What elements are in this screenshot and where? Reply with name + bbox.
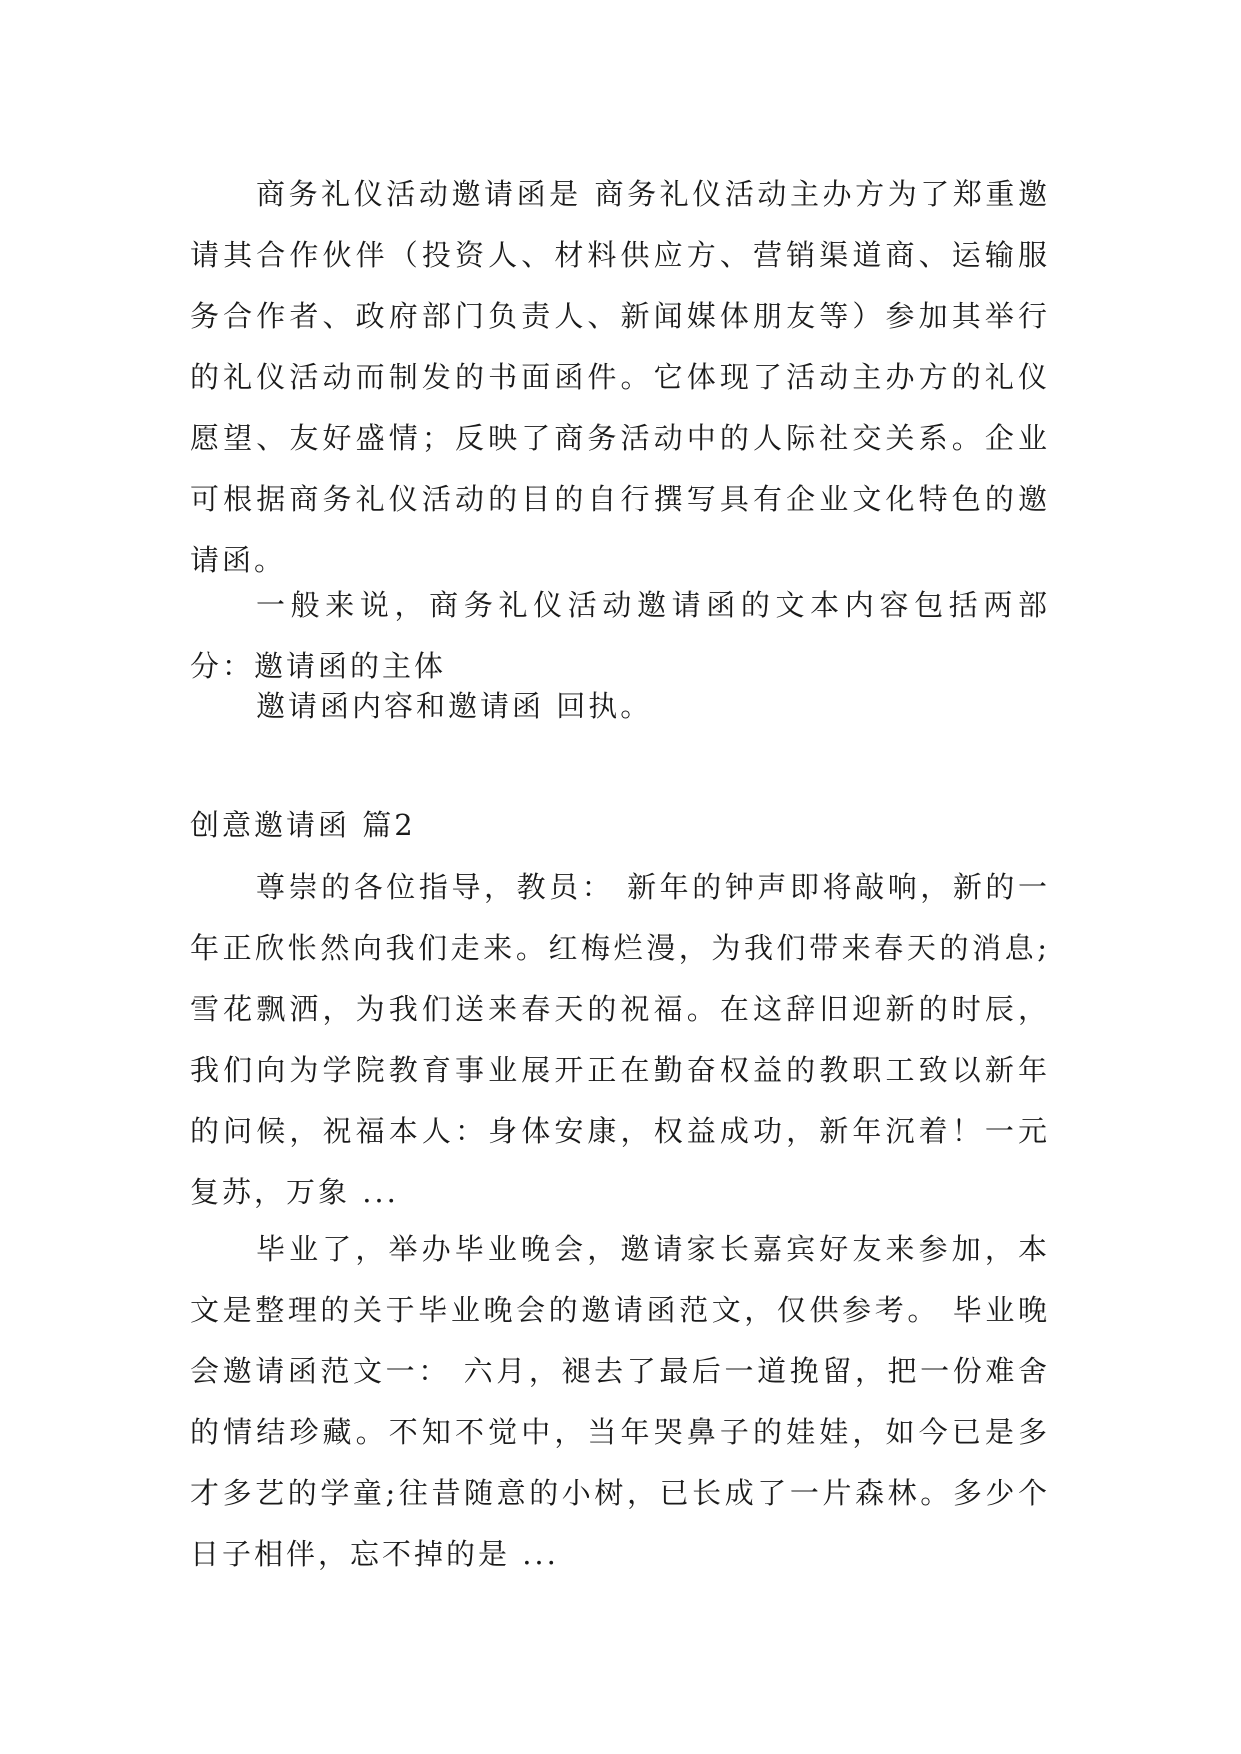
paragraph-content-receipt: 邀请函内容和邀请函 回执。	[256, 689, 653, 723]
paragraph-graduation-letter: 毕业了，举办毕业晚会，邀请家长嘉宾好友来参加，本文是整理的关于毕业晚会的邀请函范文，仅供参考。 毕业晚会邀请函范文一： 六月，褪去了最后一道挽留，把一份难舍的情结珍藏。不知不觉中，当年哭鼻子的娃娃，如今已是多才多艺的学童;往昔随意的小树，已长成了一片森林。多少个日子相伴，忘不掉的是 ...	[190, 1232, 1050, 1571]
paragraph-content-parts: 一般来说，商务礼仪活动邀请函的文本内容包括两部分：邀请函的主体	[190, 588, 1050, 683]
paragraph-intro: 商务礼仪活动邀请函是 商务礼仪活动主办方为了郑重邀请其合作伙伴（投资人、材料供应方、营销渠道商、运输服务合作者、政府部门负责人、新闻媒体朋友等）参加其举行的礼仪活动而制发的书面函件。它体现了活动主办方的礼仪愿望、友好盛情；反映了商务活动中的人际社交关系。企业可根据商务礼仪活动的目的自行撰写具有企业文化特色的邀请函。	[190, 177, 1050, 577]
paragraph-new-year-letter: 尊崇的各位指导，教员： 新年的钟声即将敲响，新的一年正欣怅然向我们走来。红梅烂漫，为我们带来春天的消息;雪花飘洒，为我们送来春天的祝福。在这辞旧迎新的时辰，我们向为学院教育事业展开正在勤奋权益的教职工致以新年的问候，祝福本人：身体安康，权益成功，新年沉着！一元复苏，万象 ...	[190, 870, 1050, 1209]
section-heading: 创意邀请函 篇2	[190, 808, 416, 842]
